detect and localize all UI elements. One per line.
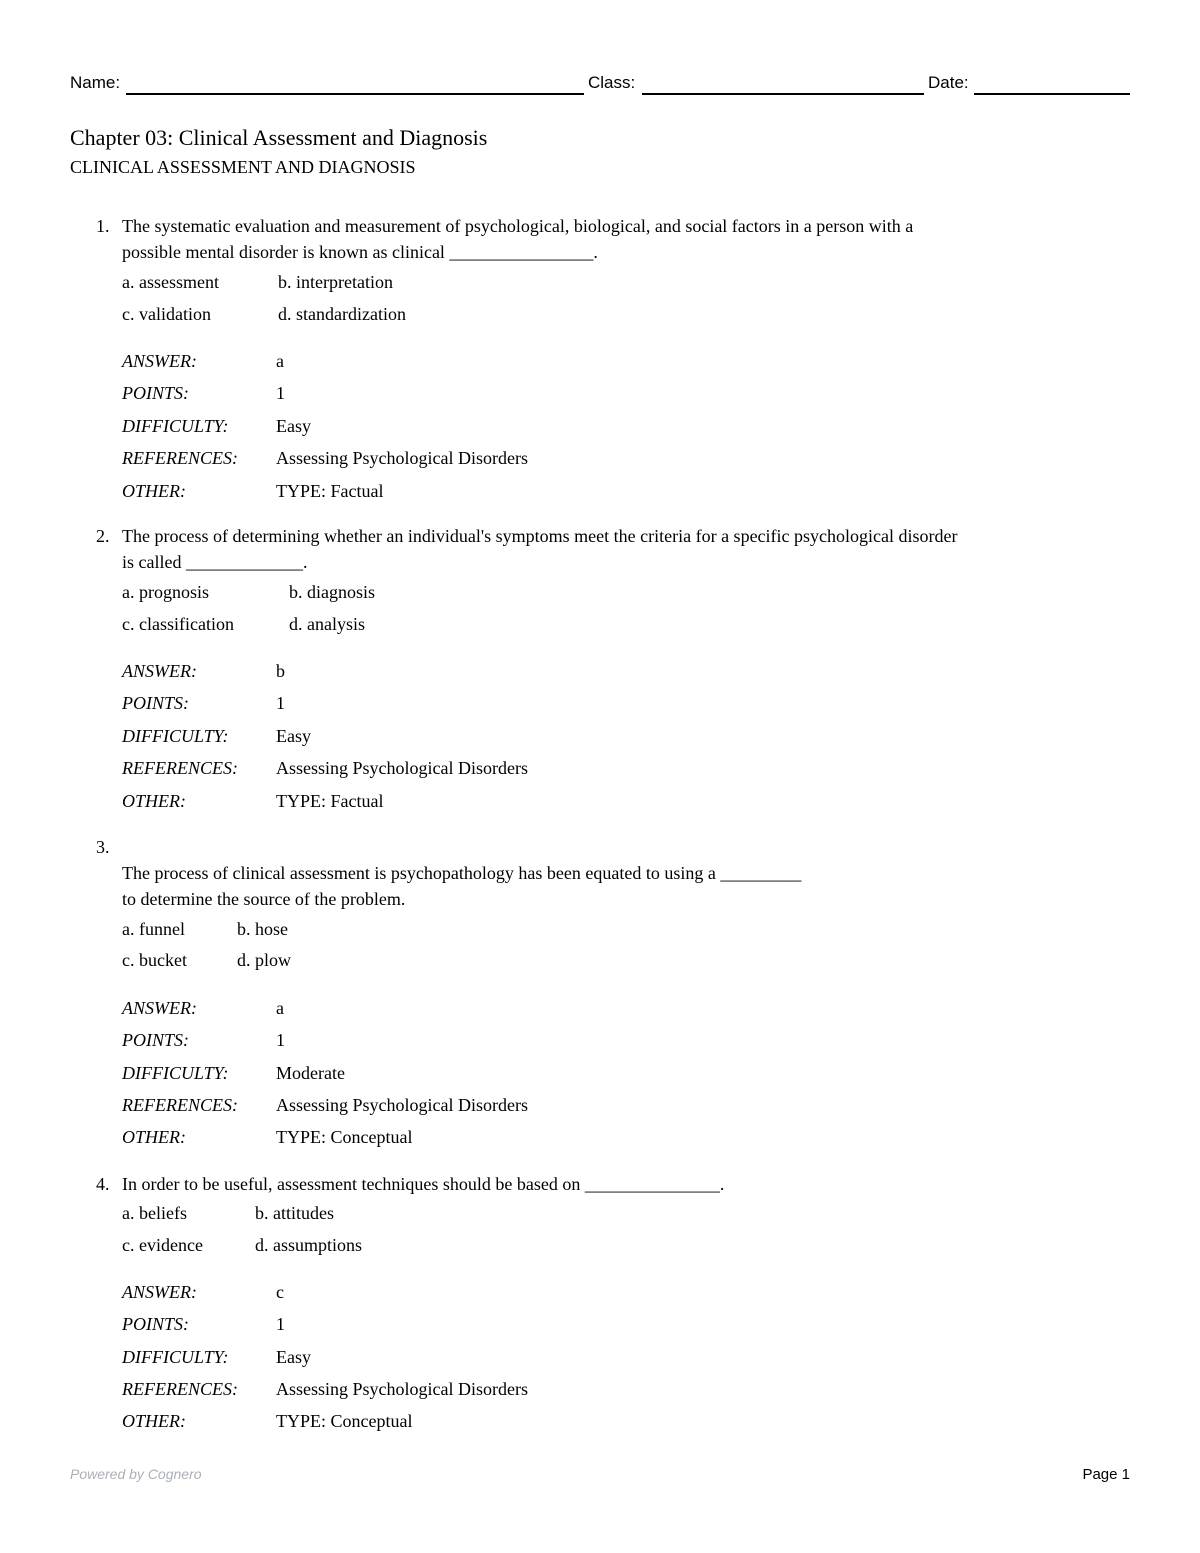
points-label: POINTS: bbox=[122, 1030, 189, 1050]
choice-a: a. beliefs bbox=[122, 1203, 187, 1223]
class-label: Class: bbox=[588, 73, 636, 92]
other-label: OTHER: bbox=[122, 791, 186, 811]
references-value: Assessing Psychological Disorders bbox=[276, 1095, 528, 1115]
choice-d: d. analysis bbox=[289, 614, 365, 634]
powered-by-cognero: Powered by Cognero bbox=[70, 1466, 202, 1482]
references-value: Assessing Psychological Disorders bbox=[276, 1379, 528, 1399]
student-info-header bbox=[70, 72, 1130, 98]
choice-d: d. assumptions bbox=[255, 1235, 363, 1255]
question-text-line-1: The process of clinical assessment is psychopathology has been equated to using a _________ bbox=[122, 863, 802, 883]
choice-a: a. assessment bbox=[122, 272, 219, 292]
difficulty-label: DIFFICULTY: bbox=[122, 416, 229, 436]
question-text-line-1: In order to be useful, assessment techniques should be based on _______________. bbox=[122, 1174, 725, 1194]
other-label: OTHER: bbox=[122, 1127, 186, 1147]
question-text-line-1: The systematic evaluation and measurement of psychological, biological, and social factors in a person with a bbox=[122, 216, 914, 236]
references-value: Assessing Psychological Disorders bbox=[276, 448, 528, 468]
answer-value: b bbox=[276, 661, 285, 681]
choice-c: c. bucket bbox=[122, 950, 187, 970]
choice-b: b. hose bbox=[237, 919, 288, 939]
date-label: Date: bbox=[928, 73, 969, 92]
difficulty-value: Easy bbox=[276, 726, 311, 746]
choice-a: a. prognosis bbox=[122, 582, 209, 602]
class-blank-line bbox=[642, 93, 924, 95]
choice-d: d. plow bbox=[237, 950, 291, 970]
points-label: POINTS: bbox=[122, 693, 189, 713]
choice-b: b. attitudes bbox=[255, 1203, 334, 1223]
question-text-line-2: to determine the source of the problem. bbox=[122, 889, 406, 909]
answer-value: a bbox=[276, 998, 284, 1018]
points-label: POINTS: bbox=[122, 383, 189, 403]
question-number: 3. bbox=[96, 837, 110, 857]
points-value: 1 bbox=[276, 1314, 285, 1334]
references-label: REFERENCES: bbox=[122, 758, 238, 778]
name-blank-line bbox=[126, 93, 584, 95]
answer-label: ANSWER: bbox=[122, 351, 197, 371]
answer-value: c bbox=[276, 1282, 284, 1302]
other-value: TYPE: Factual bbox=[276, 791, 384, 811]
other-label: OTHER: bbox=[122, 481, 186, 501]
chapter-subtitle: CLINICAL ASSESSMENT AND DIAGNOSIS bbox=[70, 157, 416, 177]
difficulty-label: DIFFICULTY: bbox=[122, 1347, 229, 1367]
answer-value: a bbox=[276, 351, 284, 371]
other-label: OTHER: bbox=[122, 1411, 186, 1431]
difficulty-value: Moderate bbox=[276, 1063, 345, 1083]
difficulty-value: Easy bbox=[276, 416, 311, 436]
difficulty-label: DIFFICULTY: bbox=[122, 1063, 229, 1083]
points-value: 1 bbox=[276, 693, 285, 713]
date-blank-line bbox=[974, 93, 1130, 95]
question-number: 1. bbox=[96, 216, 110, 236]
choice-b: b. interpretation bbox=[278, 272, 393, 292]
question-number: 4. bbox=[96, 1174, 110, 1194]
question-text-line-2: is called _____________. bbox=[122, 552, 308, 572]
page-number: Page 1 bbox=[1082, 1466, 1130, 1483]
choice-b: b. diagnosis bbox=[289, 582, 376, 602]
name-label: Name: bbox=[70, 73, 121, 92]
choice-a: a. funnel bbox=[122, 919, 185, 939]
choice-c: c. classification bbox=[122, 614, 234, 634]
answer-label: ANSWER: bbox=[122, 661, 197, 681]
points-label: POINTS: bbox=[122, 1314, 189, 1334]
other-value: TYPE: Factual bbox=[276, 481, 384, 501]
choice-c: c. validation bbox=[122, 304, 211, 324]
question-text-line-2: possible mental disorder is known as clinical ________________. bbox=[122, 242, 598, 262]
question-number: 2. bbox=[96, 526, 110, 546]
other-value: TYPE: Conceptual bbox=[276, 1127, 413, 1147]
choice-d: d. standardization bbox=[278, 304, 406, 324]
answer-label: ANSWER: bbox=[122, 1282, 197, 1302]
other-value: TYPE: Conceptual bbox=[276, 1411, 413, 1431]
difficulty-label: DIFFICULTY: bbox=[122, 726, 229, 746]
choice-c: c. evidence bbox=[122, 1235, 203, 1255]
difficulty-value: Easy bbox=[276, 1347, 311, 1367]
references-label: REFERENCES: bbox=[122, 1379, 238, 1399]
answer-label: ANSWER: bbox=[122, 998, 197, 1018]
references-value: Assessing Psychological Disorders bbox=[276, 758, 528, 778]
points-value: 1 bbox=[276, 383, 285, 403]
question-text-line-1: The process of determining whether an individual's symptoms meet the criteria for a specific psychological disorder bbox=[122, 526, 958, 546]
chapter-title: Chapter 03: Clinical Assessment and Diagnosis bbox=[70, 125, 488, 150]
references-label: REFERENCES: bbox=[122, 448, 238, 468]
points-value: 1 bbox=[276, 1030, 285, 1050]
references-label: REFERENCES: bbox=[122, 1095, 238, 1115]
